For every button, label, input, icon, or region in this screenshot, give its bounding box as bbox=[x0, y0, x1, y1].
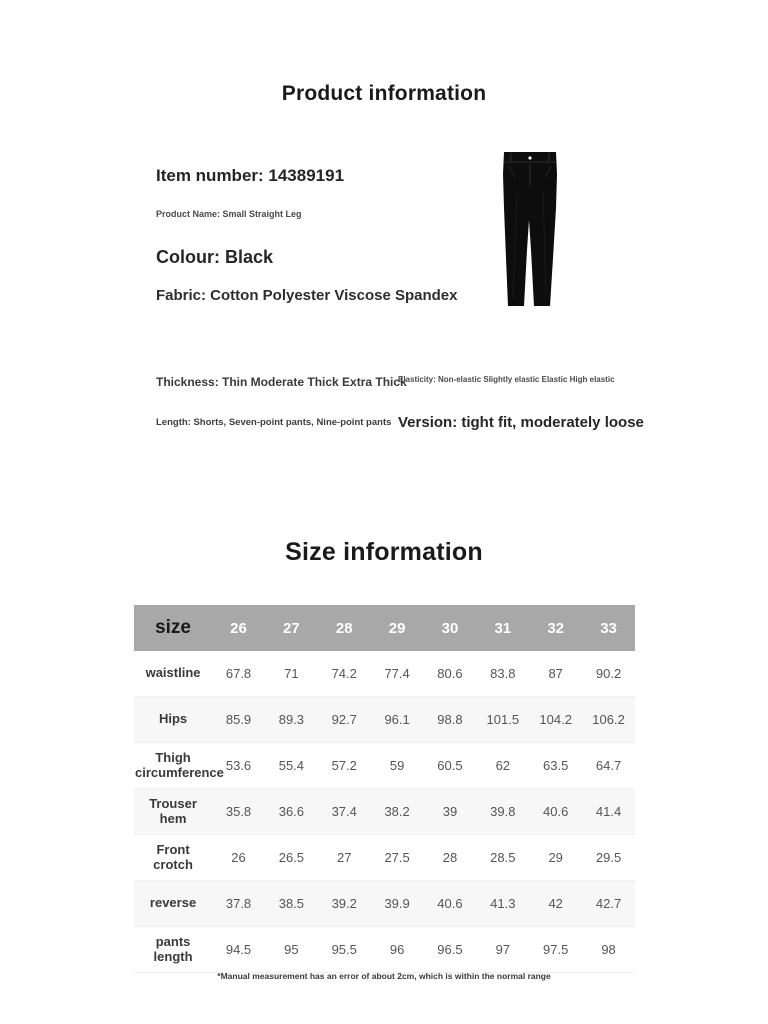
table-cell: 97 bbox=[476, 927, 529, 973]
table-cell: 104.2 bbox=[529, 697, 582, 743]
table-header-size: 28 bbox=[318, 605, 371, 651]
size-chart-table bbox=[134, 605, 635, 973]
table-cell: 101.5 bbox=[476, 697, 529, 743]
table-cell: 95 bbox=[265, 927, 318, 973]
table-cell: 67.8 bbox=[212, 651, 265, 697]
size-information-title: Size information bbox=[285, 538, 483, 566]
table-cell: 97.5 bbox=[529, 927, 582, 973]
table-cell: 89.3 bbox=[265, 697, 318, 743]
table-cell: 64.7 bbox=[582, 743, 635, 789]
table-cell: 36.6 bbox=[265, 789, 318, 835]
row-label: Thigh circumference bbox=[134, 743, 212, 789]
table-cell: 83.8 bbox=[476, 651, 529, 697]
row-label: waistline bbox=[134, 651, 212, 697]
table-cell: 27.5 bbox=[371, 835, 424, 881]
product-name-text: Product Name: Small Straight Leg bbox=[156, 209, 302, 219]
table-cell: 60.5 bbox=[424, 743, 477, 789]
table-row bbox=[134, 697, 635, 743]
table-cell: 74.2 bbox=[318, 651, 371, 697]
table-cell: 28 bbox=[424, 835, 477, 881]
table-cell: 53.6 bbox=[212, 743, 265, 789]
table-cell: 39 bbox=[424, 789, 477, 835]
thickness-text: Thickness: Thin Moderate Thick Extra Thick bbox=[156, 375, 407, 389]
table-row bbox=[134, 927, 635, 973]
table-cell: 41.3 bbox=[476, 881, 529, 927]
table-cell: 94.5 bbox=[212, 927, 265, 973]
table-header-size: 26 bbox=[212, 605, 265, 651]
table-cell: 96.5 bbox=[424, 927, 477, 973]
table-cell: 98 bbox=[582, 927, 635, 973]
table-cell: 38.5 bbox=[265, 881, 318, 927]
product-information-title: Product information bbox=[281, 82, 487, 105]
colour-text: Colour: Black bbox=[156, 247, 274, 267]
table-cell: 92.7 bbox=[318, 697, 371, 743]
item-number-text: Item number: 14389191 bbox=[156, 166, 345, 185]
row-label: Trouser hem bbox=[134, 789, 212, 835]
table-header-row bbox=[134, 605, 635, 651]
fabric-text: Fabric: Cotton Polyester Viscose Spandex bbox=[156, 287, 458, 304]
elasticity-text: Elasticity: Non-elastic Slightly elastic Elastic High elastic bbox=[398, 375, 615, 384]
table-cell: 55.4 bbox=[265, 743, 318, 789]
pants-illustration bbox=[482, 146, 578, 318]
length-text: Length: Shorts, Seven-point pants, Nine-point pants bbox=[156, 417, 392, 428]
table-cell: 29 bbox=[529, 835, 582, 881]
product-photo bbox=[482, 146, 578, 318]
table-cell: 71 bbox=[265, 651, 318, 697]
version-text: Version: tight fit, moderately loose bbox=[398, 414, 644, 431]
table-header-size: 31 bbox=[476, 605, 529, 651]
table-cell: 38.2 bbox=[371, 789, 424, 835]
table-cell: 62 bbox=[476, 743, 529, 789]
row-label: reverse bbox=[134, 881, 212, 927]
table-cell: 63.5 bbox=[529, 743, 582, 789]
table-cell: 39.9 bbox=[371, 881, 424, 927]
table-row bbox=[134, 651, 635, 697]
table-cell: 28.5 bbox=[476, 835, 529, 881]
table-cell: 77.4 bbox=[371, 651, 424, 697]
table-cell: 42.7 bbox=[582, 881, 635, 927]
table-cell: 37.8 bbox=[212, 881, 265, 927]
table-cell: 26.5 bbox=[265, 835, 318, 881]
table-cell: 27 bbox=[318, 835, 371, 881]
table-row bbox=[134, 789, 635, 835]
table-cell: 40.6 bbox=[529, 789, 582, 835]
table-cell: 35.8 bbox=[212, 789, 265, 835]
row-label: Hips bbox=[134, 697, 212, 743]
row-label: Front crotch bbox=[134, 835, 212, 881]
table-header-size: 32 bbox=[529, 605, 582, 651]
table-cell: 85.9 bbox=[212, 697, 265, 743]
table-cell: 39.8 bbox=[476, 789, 529, 835]
table-cell: 40.6 bbox=[424, 881, 477, 927]
table-cell: 98.8 bbox=[424, 697, 477, 743]
table-header-size: 29 bbox=[371, 605, 424, 651]
table-row bbox=[134, 835, 635, 881]
table-cell: 90.2 bbox=[582, 651, 635, 697]
table-cell: 96.1 bbox=[371, 697, 424, 743]
table-header-size-label: size bbox=[134, 605, 212, 651]
table-cell: 80.6 bbox=[424, 651, 477, 697]
table-cell: 29.5 bbox=[582, 835, 635, 881]
table-row bbox=[134, 881, 635, 927]
table-header-size: 27 bbox=[265, 605, 318, 651]
table-header-size: 30 bbox=[424, 605, 477, 651]
table-cell: 95.5 bbox=[318, 927, 371, 973]
table-cell: 59 bbox=[371, 743, 424, 789]
table-header-size: 33 bbox=[582, 605, 635, 651]
table-cell: 37.4 bbox=[318, 789, 371, 835]
table-cell: 39.2 bbox=[318, 881, 371, 927]
table-cell: 87 bbox=[529, 651, 582, 697]
table-cell: 42 bbox=[529, 881, 582, 927]
table-row bbox=[134, 743, 635, 789]
table-cell: 26 bbox=[212, 835, 265, 881]
table-cell: 57.2 bbox=[318, 743, 371, 789]
table-cell: 96 bbox=[371, 927, 424, 973]
row-label: pants length bbox=[134, 927, 212, 973]
measurement-footnote: *Manual measurement has an error of about 2cm, which is within the normal range bbox=[217, 971, 551, 981]
table-cell: 41.4 bbox=[582, 789, 635, 835]
table-cell: 106.2 bbox=[582, 697, 635, 743]
